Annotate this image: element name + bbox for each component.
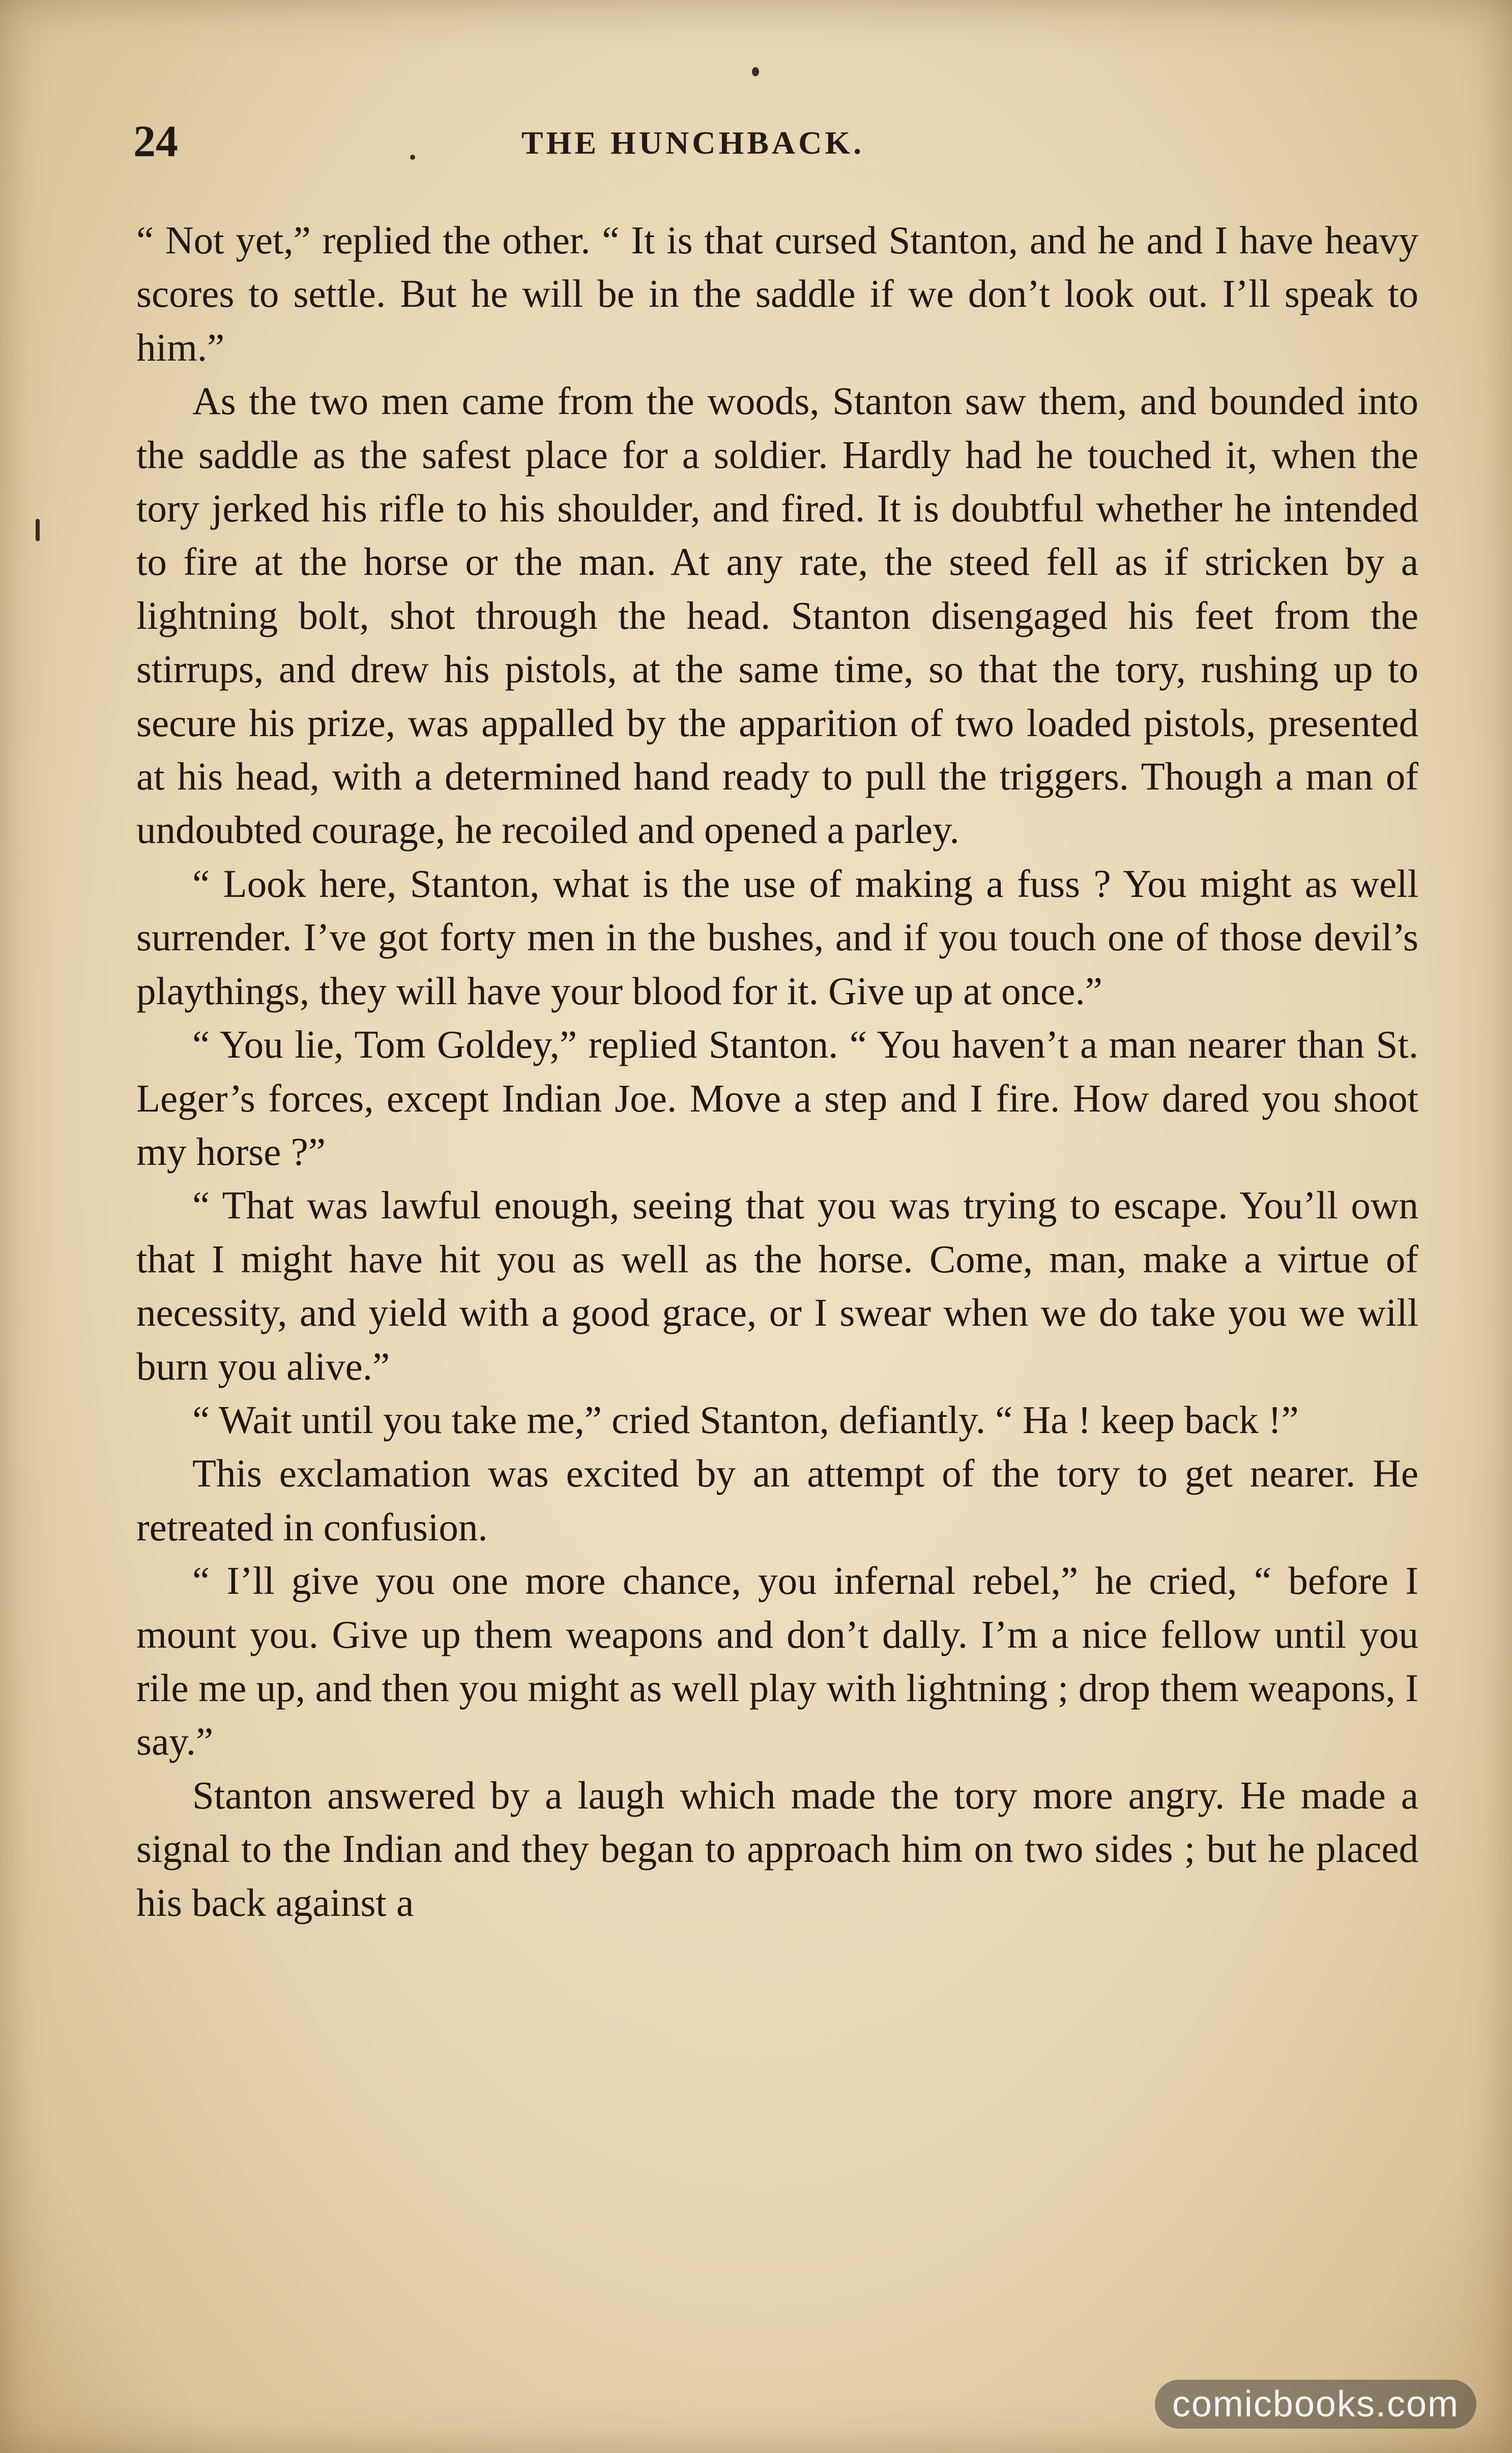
body-text (136, 214, 1418, 1930)
paragraph: “ Wait until you take me,” cried Stanton, defiantly. “ Ha ! keep back !” (192, 1397, 1299, 1442)
ink-speck (410, 155, 415, 160)
paragraph: “ Not yet,” replied the other. “ It is that cursed Stanton, and he and I have heavy scores to settle. But he will be in the saddle if we don’t look out. I’ll speak to him.” (136, 218, 1418, 369)
ink-speck (36, 519, 40, 541)
paragraph: As the two men came from the woods, Stanton saw them, and bounded into the saddle as the safest place for a soldier. Hardly had he touched it, when the tory jerked his rifle to his shoulder, and fired. It is doubtful whether he intended to fire at the horse or the man. At any rate, the steed fell as if stricken by a lightning bolt, shot through the head. Stanton disengaged his feet from the stirrups, and drew his pistols, at the same time, so that the tory, rushing up to secure his prize, was appalled by the apparition of two loaded pistols, presented at his head, with a determined hand ready to pull the triggers. Though a man of undoubted courage, he recoiled and opened a parley. (136, 379, 1418, 852)
page-number: 24 (133, 117, 178, 166)
paragraph: “ Look here, Stanton, what is the use of making a fuss ? You might as well surrender. I’ve got forty men in the bushes, and if you touch one of those devil’s playthings, they will have your blood for it. Give up at once.” (136, 861, 1418, 1013)
paragraph: “ That was lawful enough, seeing that you was trying to escape. You’ll own that I might have hit you as well as the horse. Come, man, make a virtue of necessity, and yield with a good grace, or I swear when we do take you we will burn you alive.” (136, 1183, 1418, 1388)
paragraph: “ You lie, Tom Goldey,” replied Stanton. “ You haven’t a man nearer than St. Leger’s forces, except Indian Joe. Move a step and I fire. How dared you shoot my horse ?” (136, 1023, 1418, 1174)
paragraph: Stanton answered by a laugh which made the tory more angry. He made a signal to the Indian and they began to approach him on two sides ; but he placed his back against a (136, 1773, 1418, 1924)
paragraph: This exclamation was excited by an attempt of the tory to get nearer. He retreated in confusion. (136, 1451, 1418, 1549)
ink-speck (752, 67, 759, 76)
paragraph: “ I’ll give you one more chance, you infernal rebel,” he cried, “ before I mount you. Give up them weapons and don’t dally. I’m a nice fellow until you rile me up, and then you might as well play with lightning ; drop them weapons, I say.” (136, 1559, 1418, 1764)
watermark: comicbooks.com (1155, 2380, 1476, 2429)
book-title: THE HUNCHBACK. (521, 125, 865, 161)
running-head (133, 107, 1466, 178)
